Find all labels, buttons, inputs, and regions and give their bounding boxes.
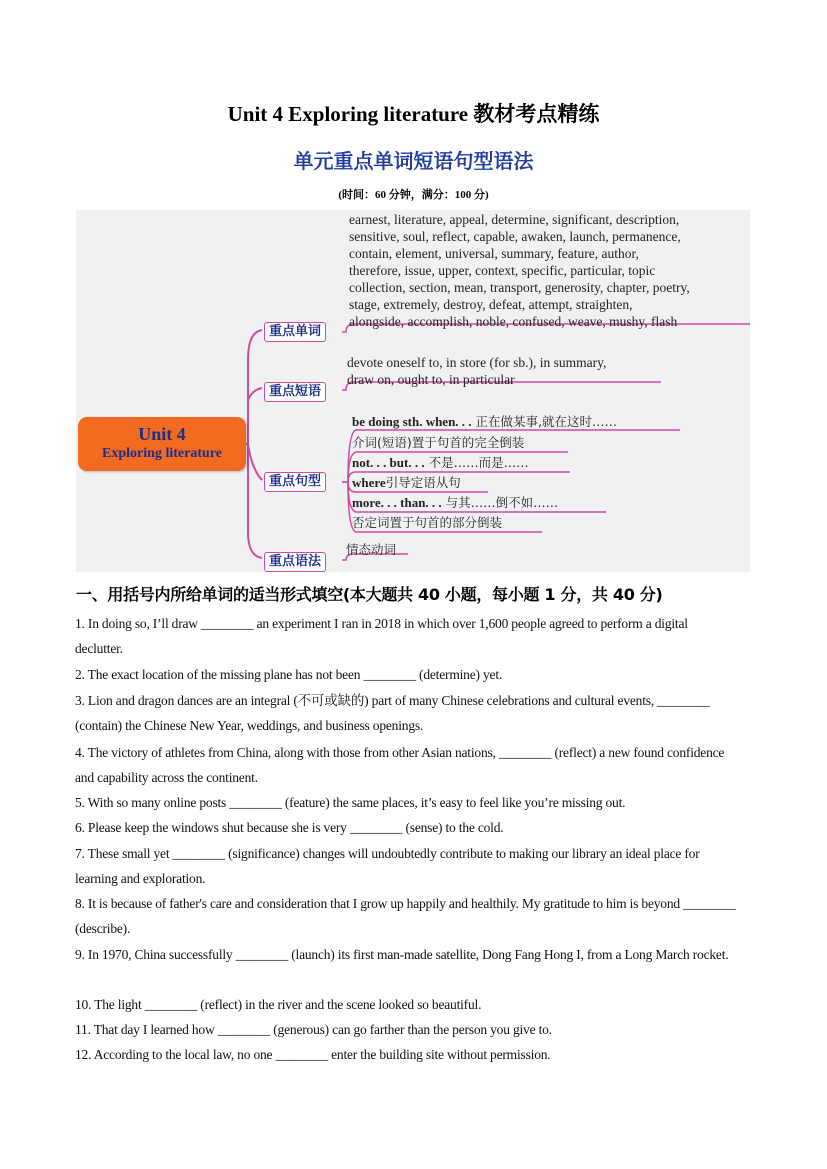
question-item: 7. These small yet ________ (significance) changes will undoubtedly contribute to making our library an ideal place for learning and exploration. xyxy=(75,846,700,886)
branch-key-patterns: 重点句型 xyxy=(264,472,326,492)
pattern-item: not. . . but. . . 不是……而是…… xyxy=(352,455,529,470)
pattern-item: more. . . than. . . 与其……倒不如…… xyxy=(352,495,559,510)
pattern-item: 介词(短语)置于句首的完全倒装 xyxy=(352,435,525,450)
question-item: 6. Please keep the windows shut because she is very ________ (sense) to the cold. xyxy=(75,820,504,835)
branch-key-words: 重点单词 xyxy=(264,322,326,342)
question-item: 11. That day I learned how ________ (generous) can go farther than the person you give to. xyxy=(75,1022,552,1037)
center-unit: Unit 4 xyxy=(138,424,186,444)
words-line: therefore, issue, upper, context, specific, particular, topic xyxy=(349,263,656,278)
question-item: 10. The light ________ (reflect) in the river and the scene looked so beautiful. xyxy=(75,997,482,1012)
question-item: 2. The exact location of the missing plane has not been ________ (determine) yet. xyxy=(75,667,503,682)
branch-key-phrases: 重点短语 xyxy=(264,382,326,402)
document-title: Unit 4 Exploring literature 教材考点精练 xyxy=(227,102,600,126)
key-grammar-text: 情态动词 xyxy=(346,542,397,557)
time-score-info: (时间：60 分钟，满分：100 分) xyxy=(338,189,489,201)
pattern-item: where引导定语从句 xyxy=(352,475,461,490)
section-heading: 一、用括号内所给单词的适当形式填空(本大题共 40 小题，每小题 1 分，共 40 分) xyxy=(76,585,663,604)
words-line: alongside, accomplish, noble, confused, weave, mushy, flash xyxy=(349,314,678,329)
question-item: 9. In 1970, China successfully ________ (launch) its first man-made satellite, Dong Fang Hong I, from a Long March rocket. xyxy=(75,947,729,962)
phrases-line: draw on, ought to, in particular xyxy=(347,372,515,387)
question-item: 3. Lion and dragon dances are an integral (不可或缺的) part of many Chinese celebrations and cultural events, ________ (contain) the Chinese New Year, weddings, and business openings. xyxy=(75,693,710,733)
question-item: 1. In doing so, I’ll draw ________ an experiment I ran in 2018 in which over 1,600 people agreed to perform a digital declutter. xyxy=(75,616,688,656)
question-item: 4. The victory of athletes from China, along with those from other Asian nations, ________ (reflect) a new found confidence and capability across the continent. xyxy=(75,745,725,785)
mind-map xyxy=(76,210,750,572)
pattern-item: 否定词置于句首的部分倒装 xyxy=(352,515,503,530)
words-line: contain, element, universal, summary, feature, author, xyxy=(349,246,639,261)
document-subtitle: 单元重点单词短语句型语法 xyxy=(293,151,534,173)
question-item: 8. It is because of father's care and consideration that I grow up happily and healthily. My gratitude to him is beyond ________ (describe). xyxy=(75,896,736,936)
pattern-item: be doing sth. when. . . 正在做某事,就在这时…… xyxy=(352,414,618,429)
words-line: sensitive, soul, reflect, capable, awaken, launch, permanence, xyxy=(349,229,681,244)
words-line: earnest, literature, appeal, determine, significant, description, xyxy=(349,212,680,227)
mind-map-center xyxy=(78,417,246,471)
question-item: 12. According to the local law, no one ________ enter the building site without permission. xyxy=(75,1047,551,1062)
words-line: collection, section, mean, transport, generosity, chapter, poetry, xyxy=(349,280,690,295)
branch-key-grammar: 重点语法 xyxy=(264,552,326,572)
words-line: stage, extremely, destroy, defeat, attempt, straighten, xyxy=(349,297,633,312)
question-item: 5. With so many online posts ________ (feature) the same places, it’s easy to feel like you’re missing out. xyxy=(75,795,626,810)
phrases-line: devote oneself to, in store (for sb.), in summary, xyxy=(347,355,607,370)
center-topic: Exploring literature xyxy=(102,446,222,461)
